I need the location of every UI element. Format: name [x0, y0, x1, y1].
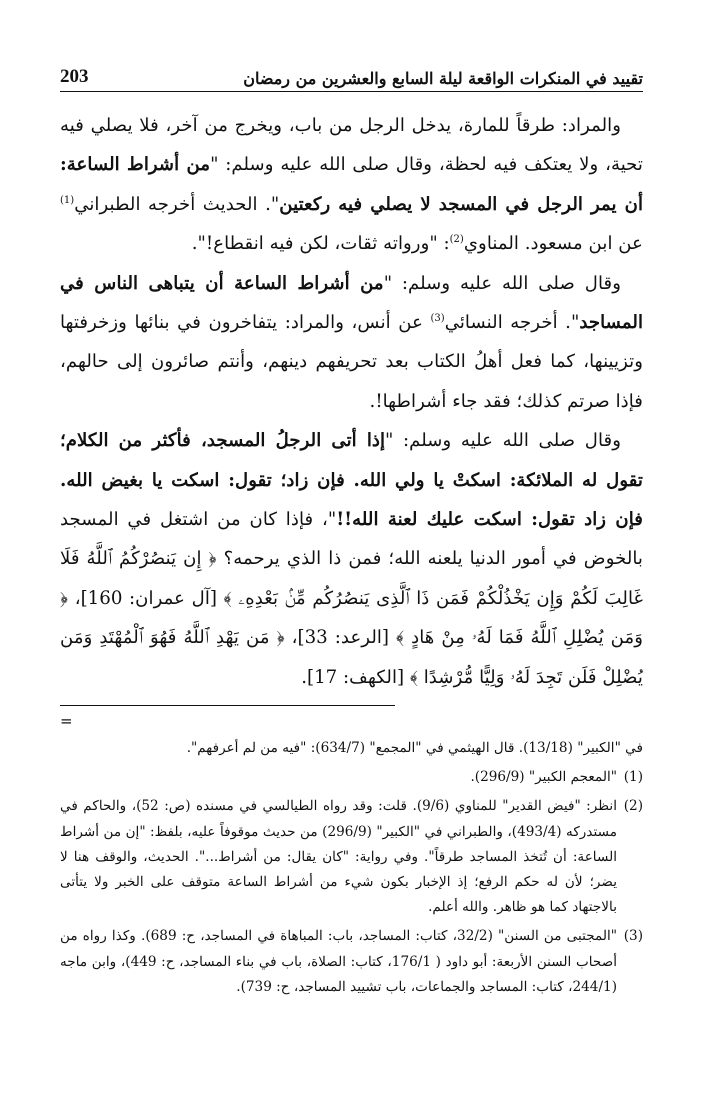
footnote-1 — [60, 765, 643, 790]
footnotes — [60, 736, 643, 1004]
footnote-separator — [60, 705, 395, 706]
footnote-text: "المعجم الكبير" (296/9). — [470, 769, 617, 786]
page-number: 203 — [60, 66, 89, 87]
paragraph-1-text-a: والمراد: طرقاً للمارة، يدخل الرجل من باب، ويخرج من آخر، فلا يصلي فيه تحية، ولا يعتكف فيه لحظة، وقال صلى الله عليه وسلم: " — [60, 115, 643, 176]
hadith-quote-2: من أشراط الساعة أن يتباهى الناس في المساجد — [60, 272, 643, 334]
header-title: تقييد في المنكرات الواقعة ليلة السابع والعشرين من رمضان — [243, 69, 643, 88]
footnote-2 — [60, 794, 643, 920]
paragraph-2 — [60, 264, 643, 422]
continuation-mark: = — [60, 712, 73, 730]
paragraph-2-text-b: ". أخرجه النسائي — [444, 312, 580, 334]
footnote-ref-2[interactable]: (2) — [449, 234, 464, 246]
running-header — [60, 58, 643, 92]
paragraph-1-text-d: : "ورواته ثقات، لكن فيه انقطاع!". — [191, 233, 450, 255]
footnote-ref-1[interactable]: (1) — [60, 194, 75, 206]
hadith-quote-3: إذا أتى الرجلُ المسجد، فأكثر من الكلام؛ تقول له الملائكة: اسكتْ يا ولي الله. فإن زاد؛ تقول: اسكت يا بغيض الله. فإن زاد تقول: اسكت عليك لعنة الله!! — [60, 430, 643, 531]
footnote-3 — [60, 924, 643, 1000]
footnote-text: انظر: "فيض القدير" للمناوي (9/6). قلت: وقد رواه الطيالسي في مسنده (ص: 52)، والحاكم في مستدركه (493/4)، والطبراني في "الكبير" (296/9) من حديث موقوفاً عليه، بلفظ: "إن من أشراط الساعة: أن تُتخذ المساجد طرقاً". وفي رواية: "كان يقال: من أشراط...". الحديث، والوقف هنا لا يضر؛ لأن له حكم الرفع؛ إذ الإخبار بكون شيء من أشراط الساعة متوقف على الخبر ولا يتأتى بالاجتهاد كما هو ظاهر. والله أعلم. — [60, 798, 617, 916]
paragraph-1-text-b: ". الحديث أخرجه الطبراني — [74, 193, 280, 215]
paragraph-1 — [60, 106, 643, 264]
paragraph-3-text-a: وقال صلى الله عليه وسلم: " — [385, 430, 621, 452]
footnote-number: (3) — [623, 928, 643, 945]
footnote-ref-3[interactable]: (3) — [430, 312, 445, 324]
footnote-text: "المجتبى من السنن" (32/2، كتاب: المساجد، باب: المباهاة في المساجد، ح: 689). وكذا رواه من أصحاب السنن الأربعة: أبو داود ( 176/1، كتاب: الصلاة، باب في بناء المساجد، ح: 449)، وابن ماجه (244/1، كتاب: المساجد والجماعات، باب تشييد المساجد، ح: 739). — [60, 928, 618, 995]
footnote-number: (2) — [623, 798, 643, 815]
hadith-quote-1: من أشراط الساعة: أن يمر الرجل في المسجد لا يصلي فيه ركعتين — [60, 154, 644, 215]
footnote-number: (1) — [623, 769, 643, 786]
paragraph-3-text-b: "، فإذا كان من اشتغل في المسجد بالخوض في أمور الدنيا يلعنه الله؛ فمن ذا الذي يرحمه؟ ﴿ إِن يَنصُرْكُمُ ٱللَّهُ فَلَا غَالِبَ لَكُمْ وَإِن يَخْذُلْكُمْ فَمَن ذَا ٱلَّذِى يَنصُرُكُم مِّنۢ بَعْدِهِۦ ﴾ [آل عمران: 160]، ﴿ وَمَن يُضْلِلِ ٱللَّهُ فَمَا لَهُۥ مِنْ هَادٍ ﴾ [الرعد: 33]، ﴿ مَن يَهْدِ ٱللَّهُ فَهُوَ ٱلْمُهْتَدِ وَمَن يُضْلِلْ فَلَن تَجِدَ لَهُۥ وَلِيًّا مُّرْشِدًا ﴾ [الكهف: 17]. — [60, 509, 644, 688]
paragraph-2-text-a: وقال صلى الله عليه وسلم: " — [383, 272, 621, 294]
footnote-continuation: في "الكبير" (13/18). قال الهيثمي في "المجمع" (634/7): "فيه من لم أعرفهم". — [186, 740, 643, 756]
paragraph-3 — [60, 421, 643, 697]
paragraph-1-text-c: عن ابن مسعود. المناوي — [463, 233, 643, 255]
paragraph-2-text-c: عن أنس، والمراد: يتفاخرون في بنائها وزخرفتها وتزيينها، كما فعل أهلُ الكتاب بعد تحريفهم دينهم، وأنتم صائرون إلى حالهم، فإذا صرتم كذلك؛ فقد جاء أشراطها!. — [60, 312, 643, 412]
main-text — [60, 106, 643, 697]
